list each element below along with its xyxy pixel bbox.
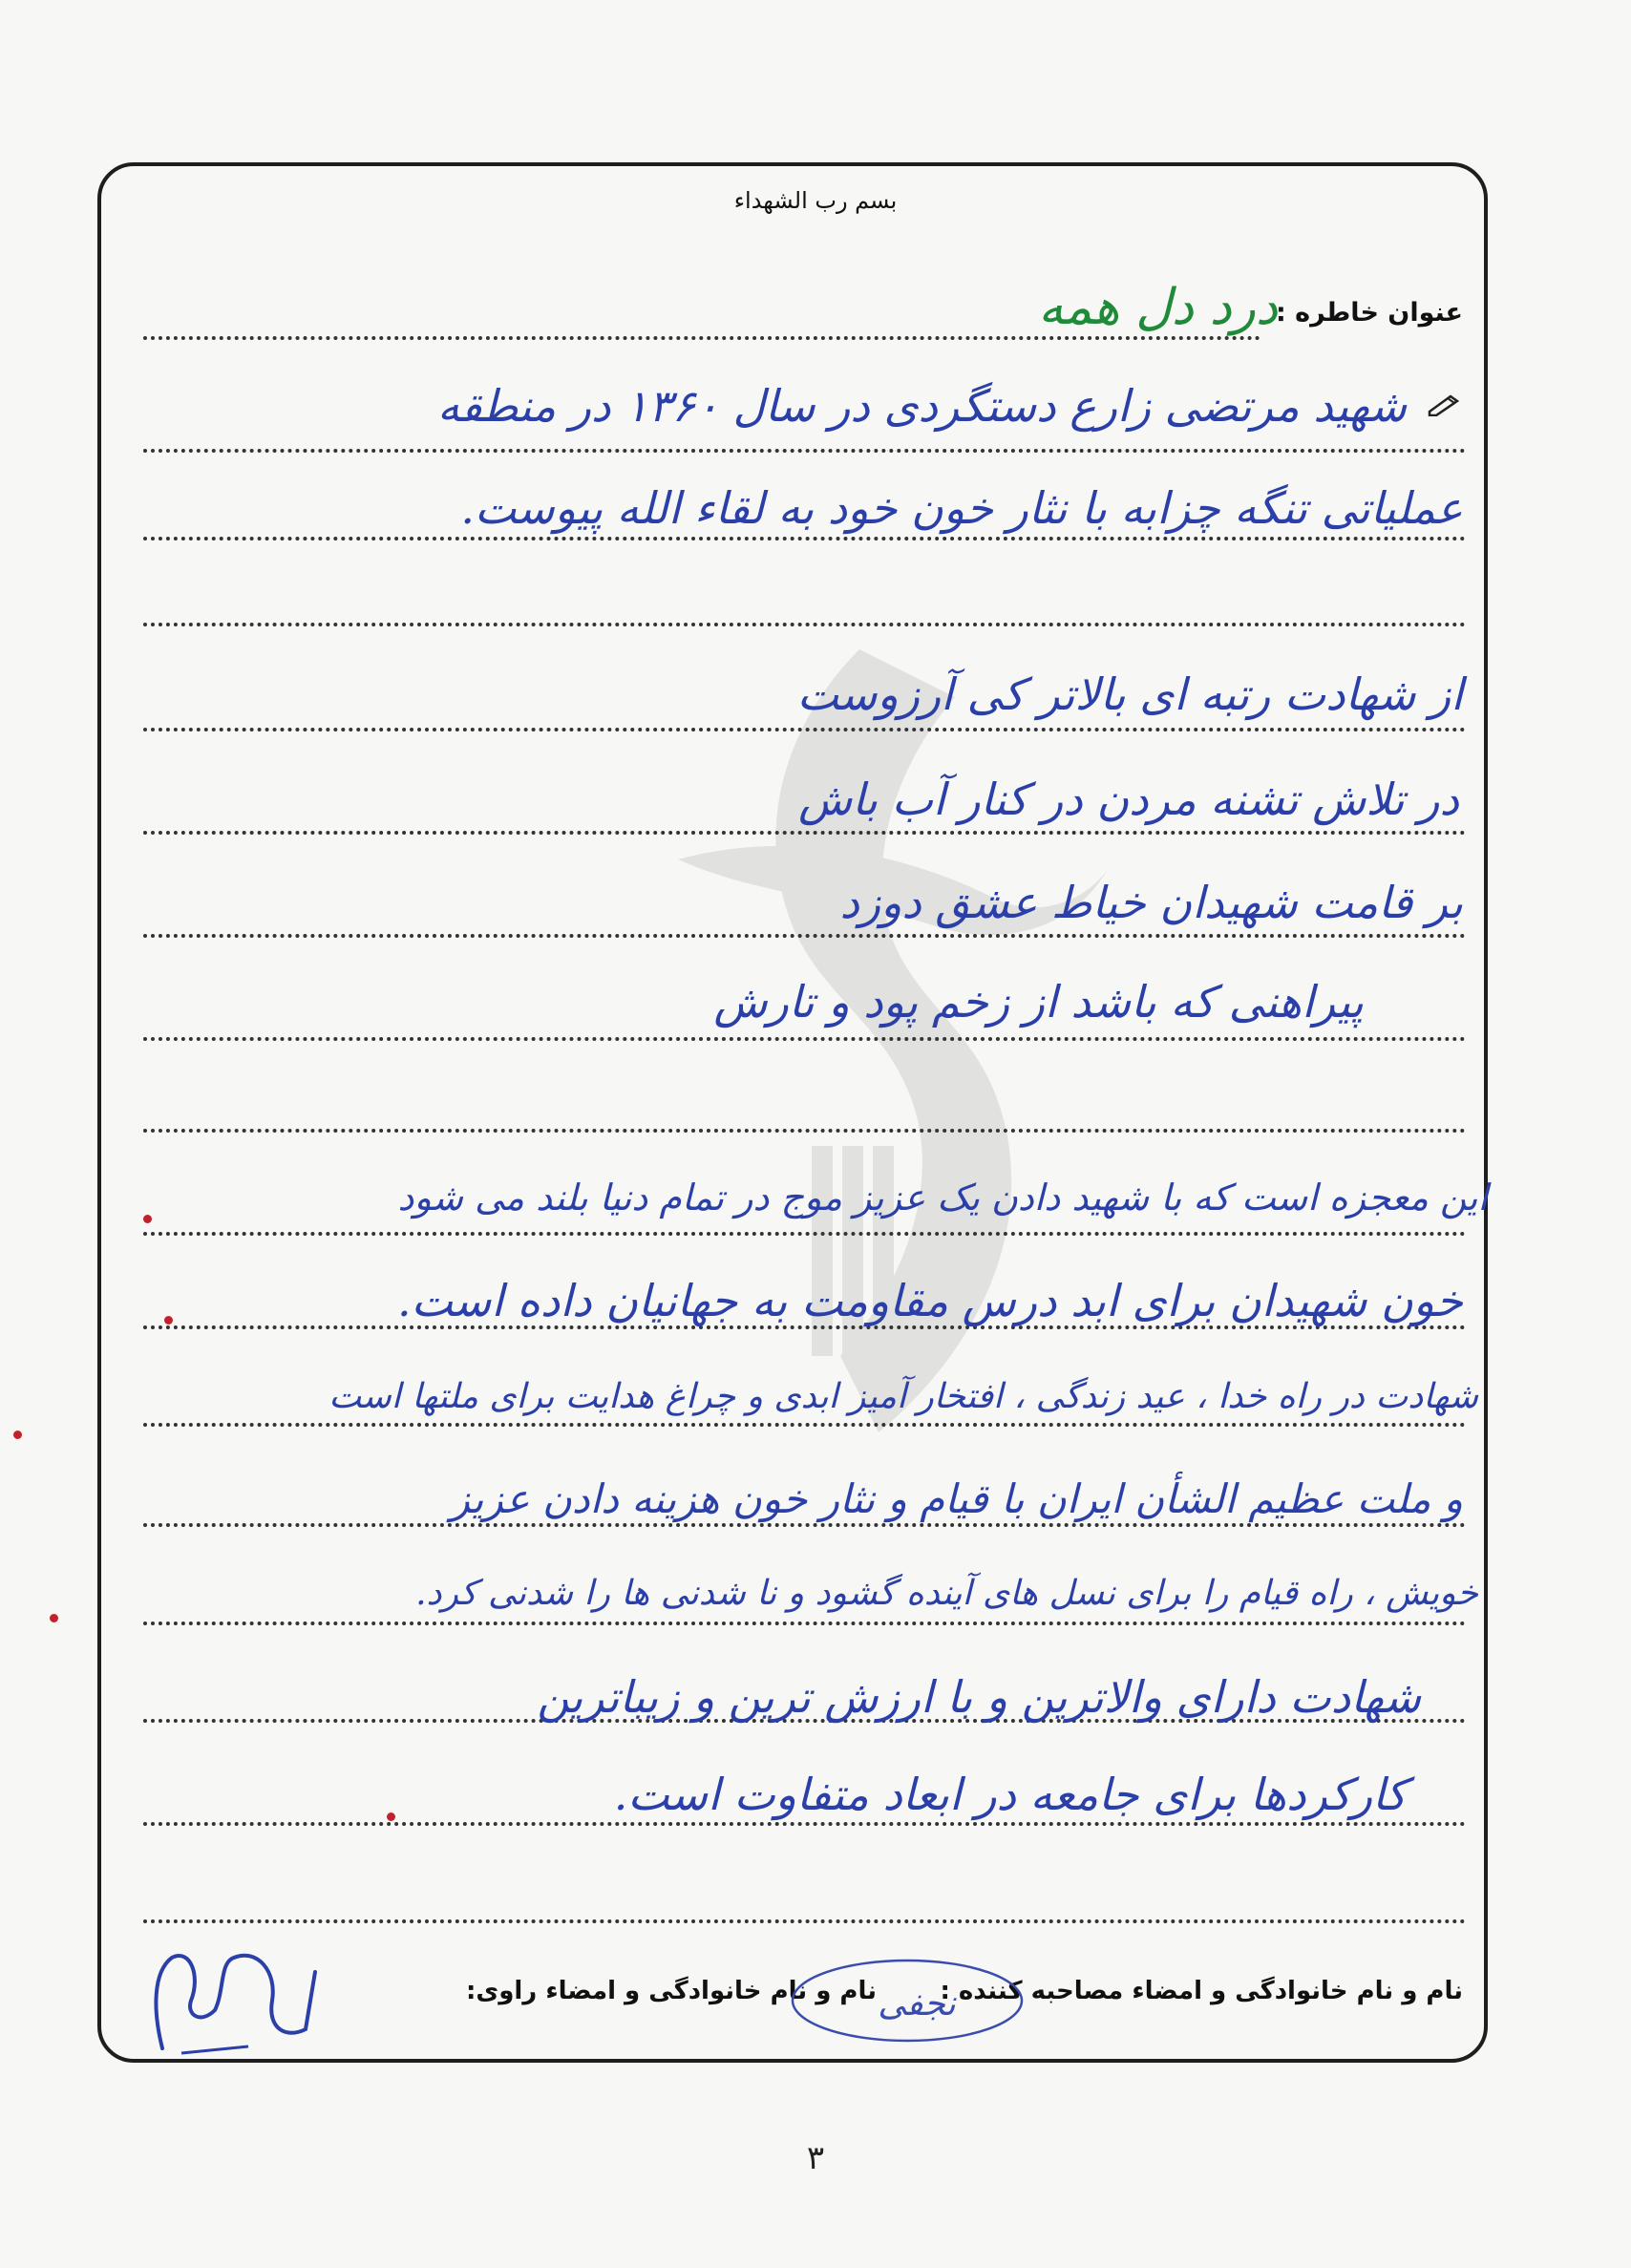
ruled-line <box>143 623 1466 626</box>
ruled-line <box>143 934 1466 938</box>
handwritten-line-3-text: از شهادت رتبه ای بالاتر کی آرزوست <box>796 668 1463 720</box>
handwritten-line-7-text: این معجزه است که با شهید دادن یک عزیز موج در تمام دنیا بلند می شود <box>397 1176 1488 1219</box>
interviewer-signature <box>783 1948 1031 2053</box>
handwritten-line-5-text: بر قامت شهیدان خیاط عشق دوزد <box>839 877 1463 928</box>
red-period-mark <box>13 1431 22 1439</box>
handwritten-line-10 <box>451 1475 1463 1522</box>
ruled-line <box>143 728 1466 731</box>
page-number: ۳ <box>806 2139 825 2177</box>
interviewer-signature-label: نام و نام خانوادگی و امضاء مصاحبه کننده : <box>940 1977 1463 2005</box>
handwritten-line-9-text: شهادت در راه خدا ، عید زندگی ، افتخار آمیز ابدی و چراغ هدایت برای ملتها است <box>328 1377 1478 1416</box>
ruled-line <box>143 831 1466 835</box>
handwritten-line-12-text: شهادت دارای والاترین و با ارزش ترین و زیباترین <box>537 1671 1421 1723</box>
handwritten-line-6-text: پیراهنی که باشد از زخم پود و تارش <box>713 976 1364 1028</box>
red-period-mark <box>164 1316 173 1325</box>
pen-icon <box>1427 392 1461 416</box>
narrator-signature-label: نام و نام خانوادگی و امضاء راوی: <box>466 1977 877 2005</box>
ruled-line <box>143 1822 1466 1826</box>
red-period-mark <box>143 1215 152 1223</box>
ruled-line <box>143 1129 1466 1133</box>
handwritten-line-1-text: شهید مرتضی زارع دستگردی در سال ۱۳۶۰ در منطقه <box>436 380 1407 432</box>
handwritten-line-4-text: در تلاش تشنه مردن در کنار آب باش <box>798 774 1459 825</box>
handwritten-line-9 <box>328 1377 1478 1416</box>
ruled-line <box>143 1037 1466 1041</box>
ruled-line <box>143 1622 1466 1625</box>
ruled-line <box>143 336 1260 340</box>
memory-title-label: عنوان خاطره : <box>1275 298 1463 328</box>
handwritten-line-10-text: و ملت عظیم الشأن ایران با قیام و نثار خون هزینه دادن عزیز <box>450 1475 1463 1522</box>
handwritten-line-6 <box>714 976 1364 1028</box>
interviewer-signature-text: نجفی <box>878 1984 956 2024</box>
handwritten-line-8 <box>397 1275 1463 1326</box>
ruled-line <box>143 1523 1466 1527</box>
handwritten-line-4 <box>798 774 1459 825</box>
red-period-mark <box>387 1812 395 1821</box>
narrator-signature <box>143 1934 334 2067</box>
handwritten-line-5 <box>839 877 1463 928</box>
ruled-line <box>143 1919 1466 1923</box>
handwritten-line-7 <box>398 1176 1488 1219</box>
ruled-line <box>143 449 1466 453</box>
red-period-mark <box>50 1614 58 1622</box>
handwritten-line-1 <box>437 380 1407 432</box>
handwritten-line-11 <box>415 1574 1478 1613</box>
ruled-line <box>143 537 1466 541</box>
handwritten-line-12 <box>537 1671 1421 1723</box>
handwritten-line-2 <box>460 482 1463 534</box>
ruled-line <box>143 1423 1466 1427</box>
ruled-line <box>143 1232 1466 1236</box>
handwritten-line-2-text: عملیاتی تنگه چزابه با نثار خون خود به لقاء الله پیوست. <box>460 482 1463 534</box>
handwritten-line-13-text: کارکردها برای جامعه در ابعاد متفاوت است. <box>613 1769 1407 1820</box>
handwritten-line-13 <box>614 1769 1407 1820</box>
handwritten-line-3 <box>797 668 1463 720</box>
handwritten-line-11-text: خویش ، راه قیام را برای نسل های آینده گشود و نا شدنی ها را شدنی کرد. <box>415 1574 1478 1613</box>
page-header-title: بسم رب الشهداء <box>733 187 898 214</box>
handwritten-line-8-text: خون شهیدان برای ابد درس مقاومت به جهانیان داده است. <box>397 1275 1463 1326</box>
memory-title-value: درد دل همه <box>1038 279 1278 336</box>
